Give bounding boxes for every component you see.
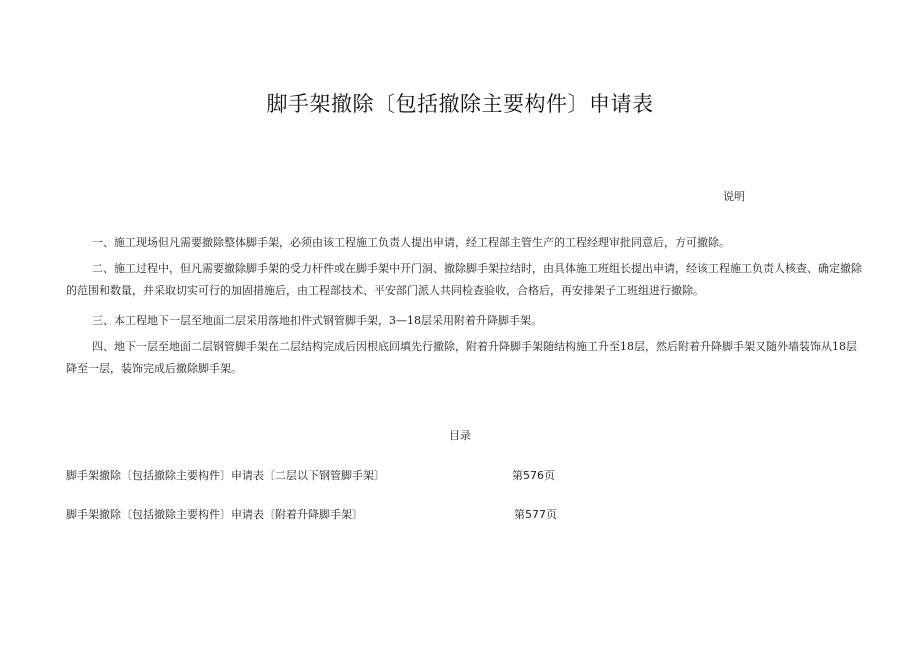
toc-entry-page: 第576页 (512, 469, 555, 482)
paragraph-3 (66, 310, 866, 332)
explanation-heading: 说明 (723, 190, 745, 203)
paragraph-1-text: 一、施工现场但凡需要撤除整体脚手架，必须由该工程施工负责人提出申请，经工程部主管生产的工程经理审批同意后，方可撤除。 (92, 236, 730, 249)
toc-entry[interactable] (66, 467, 626, 487)
paragraph-4-text: 四、地下一层至地面二层钢管脚手架在二层结构完成后因根底回填先行撤除，附着升降脚手架随结构施工升至18层，然后附着升降脚手架又随外墙装饰从18层降至一层，装饰完成后撤除脚手架。 (66, 340, 857, 375)
document-title: 脚手架撤除〔包括撤除主要构件〕申请表 (266, 92, 654, 116)
paragraph-2 (66, 258, 866, 302)
toc-entry-label: 脚手架撤除〔包括撤除主要构件〕申请表〔附着升降脚手架〕 (66, 508, 363, 521)
paragraph-2-text: 二、施工过程中，但凡需要撤除脚手架的受力杆件或在脚手架中开门洞、撤除脚手架拉结时，由具体施工班组长提出申请，经该工程施工负责人核查、确定撤除的范围和数量，并采取切实可行的加固措施后，由工程部技术、平安部门派人共同检查验收，合格后，再安排架子工班组进行撤除。 (66, 262, 862, 297)
paragraph-1 (66, 232, 866, 254)
toc-entry-label: 脚手架撤除〔包括撤除主要构件〕申请表〔二层以下钢管脚手架〕 (66, 469, 385, 482)
toc-entry-page: 第577页 (514, 508, 557, 521)
paragraph-4 (66, 336, 866, 380)
toc-heading: 目录 (449, 429, 471, 442)
toc-entry[interactable] (66, 506, 626, 526)
paragraph-3-text: 三、本工程地下一层至地面二层采用落地扣件式钢管脚手架，3—18层采用附着升降脚手架。 (92, 314, 542, 327)
